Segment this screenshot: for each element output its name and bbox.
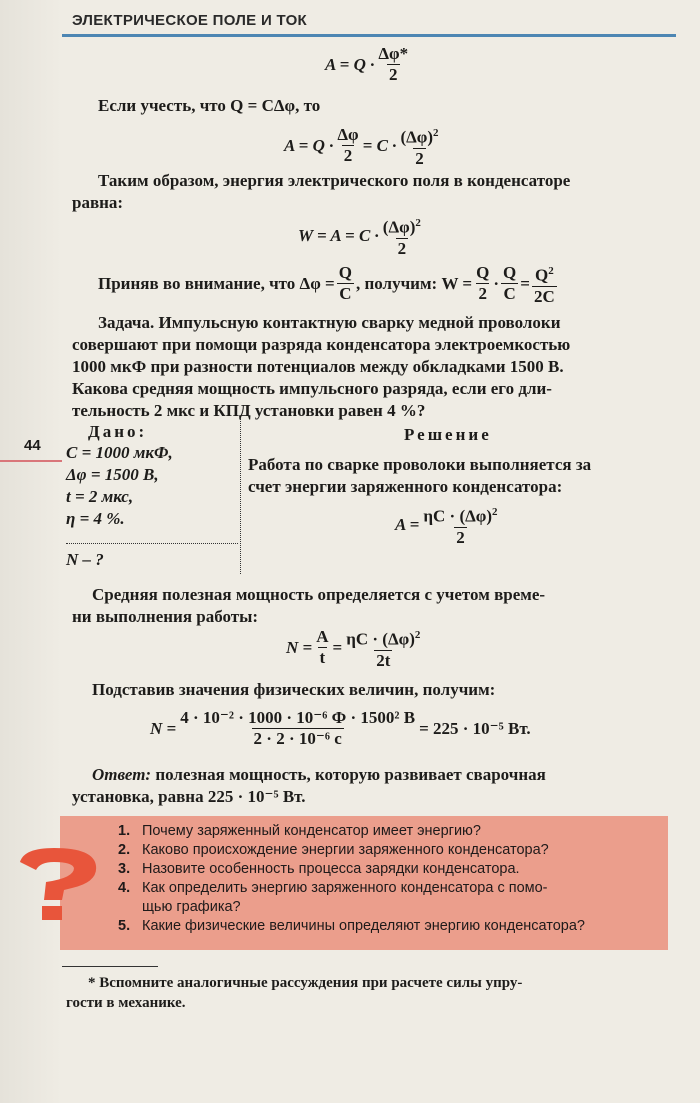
solution-line-1: Работа по сварке проволоки выполняется за bbox=[248, 455, 592, 474]
questions-list bbox=[118, 822, 666, 936]
fraction bbox=[344, 625, 422, 671]
answer-line-2: установка, равна 225 · 10⁻⁵ Вт. bbox=[72, 787, 306, 806]
exponent: 2 bbox=[433, 127, 439, 139]
question-text: Какие физические величины определяют энергию конденсатора? bbox=[142, 918, 586, 934]
formula-energy bbox=[298, 213, 425, 259]
fraction bbox=[335, 125, 360, 166]
formula-result: = 225 · 10⁻⁵ Вт. bbox=[419, 718, 531, 738]
task-label: Задача. bbox=[98, 313, 155, 332]
fraction bbox=[381, 213, 423, 259]
given-line: C = 1000 мкФ, bbox=[66, 443, 173, 462]
page-number: 44 bbox=[24, 437, 41, 454]
numerator-base: (Δφ) bbox=[400, 127, 434, 147]
given-line: η = 4 %. bbox=[66, 509, 125, 528]
solution-title: Решение bbox=[404, 425, 492, 444]
denominator: 2 bbox=[343, 146, 353, 166]
task-line-2: совершают при помощи разряда конденсатора электроемкостью bbox=[72, 335, 571, 354]
denominator: 2 bbox=[478, 284, 487, 304]
task-line-1 bbox=[98, 312, 678, 334]
paragraph-power: Средняя полезная мощность определяется с учетом време- bbox=[92, 585, 546, 604]
formula-lhs: A = bbox=[395, 514, 420, 534]
formula-work-2 bbox=[284, 123, 443, 169]
question-text: Назовите особенность процесса зарядки конденсатора. bbox=[142, 861, 520, 877]
formula-work-1 bbox=[325, 44, 412, 85]
numerator-base: Q bbox=[534, 265, 549, 285]
numerator: Q bbox=[503, 263, 517, 283]
formula-lhs: A = Q · bbox=[325, 54, 375, 74]
task-text: Импульсную контактную сварку медной проволоки bbox=[158, 313, 561, 332]
paragraph-taking-into-account: Приняв во внимание, что Δφ = $\frac{Q}{C}$ , получим: W = $\frac{Q}{2}$ · $\frac{Q}{C}$ = $\frac{Q^2}{2C}$ bbox=[98, 261, 559, 307]
fraction bbox=[501, 263, 518, 304]
numerator-base: ηC · (Δφ) bbox=[423, 506, 493, 526]
answer-label: Ответ: bbox=[92, 765, 152, 784]
answer-text: полезная мощность, которую развивает сварочная bbox=[155, 765, 546, 784]
paragraph-power-cont: ни выполнения работы: bbox=[72, 607, 259, 626]
question-text: Каково происхождение энергии заряженного конденсатора? bbox=[142, 842, 549, 858]
denominator: 2 bbox=[415, 148, 424, 168]
list-item bbox=[118, 841, 666, 860]
question-text: Как определить энергию заряженного конденсатора с помо- щью графика? bbox=[142, 880, 548, 915]
question-number: 4. bbox=[118, 880, 131, 896]
formula-lhs: W = A = C · bbox=[298, 225, 379, 245]
fraction bbox=[398, 123, 440, 169]
formula-middle: = C · bbox=[362, 135, 397, 155]
denominator: 2 · 2 · 10⁻⁶ с bbox=[253, 729, 342, 748]
denominator: 2 bbox=[456, 527, 465, 547]
text: , получим: W = bbox=[355, 273, 473, 293]
fraction bbox=[178, 708, 417, 749]
fraction bbox=[474, 263, 491, 304]
numerator: Q bbox=[476, 263, 490, 283]
paragraph-energy-cont: равна: bbox=[72, 193, 124, 212]
formula-lhs: N = bbox=[150, 718, 177, 738]
denominator: 2t bbox=[376, 650, 391, 670]
list-item bbox=[118, 917, 666, 936]
numerator bbox=[421, 502, 499, 527]
footnote-line: гости в механике. bbox=[66, 995, 186, 1011]
given-find: N – ? bbox=[66, 550, 104, 569]
denominator: 2 bbox=[389, 65, 398, 84]
question-number: 1. bbox=[118, 823, 131, 839]
given-block bbox=[66, 422, 240, 574]
paragraph-substitute: Подставив значения физических величин, получим: bbox=[92, 680, 496, 699]
question-number: 3. bbox=[118, 861, 131, 877]
task-line-3: 1000 мкФ при разности потенциалов между обкладками 1500 В. bbox=[72, 357, 564, 376]
footnote-rule bbox=[62, 966, 158, 967]
numerator: Δφ* bbox=[378, 44, 409, 63]
fraction bbox=[421, 502, 499, 548]
denominator: t bbox=[319, 648, 326, 668]
given-separator bbox=[240, 418, 241, 574]
question-number: 5. bbox=[118, 918, 131, 934]
fraction bbox=[376, 44, 410, 85]
formula-power bbox=[286, 625, 424, 671]
denominator: C bbox=[503, 284, 516, 304]
fraction bbox=[532, 261, 557, 307]
page-margin bbox=[0, 0, 62, 1103]
exponent: 2 bbox=[548, 265, 554, 277]
exponent: 2 bbox=[492, 506, 498, 518]
task-line-5: тельность 2 мкс и КПД установки равен 4 %? bbox=[72, 401, 426, 420]
line: Таким образом, энергия электрического поля в конденсаторе bbox=[98, 171, 571, 190]
exponent: 2 bbox=[414, 629, 421, 641]
denominator: 2 bbox=[397, 238, 407, 258]
numerator: Δφ bbox=[337, 125, 359, 145]
list-item bbox=[118, 860, 666, 879]
paragraph-energy bbox=[98, 170, 570, 192]
numerator-base: ηC · (Δφ) bbox=[346, 629, 415, 649]
numerator bbox=[381, 213, 423, 238]
question-mark-icon bbox=[14, 842, 106, 924]
margin-marker bbox=[0, 460, 62, 462]
text: = bbox=[520, 273, 530, 293]
formula-lhs: A = Q · bbox=[284, 135, 334, 155]
list-item bbox=[118, 822, 666, 841]
numerator bbox=[533, 261, 556, 286]
formula-lhs: N = bbox=[286, 637, 313, 657]
footnote-line: * Вспомните аналогичные рассуждения при расчете силы упру- bbox=[88, 975, 523, 991]
header-rule bbox=[62, 34, 676, 37]
numerator-base: (Δφ) bbox=[382, 217, 416, 237]
fraction bbox=[314, 627, 330, 668]
text: Приняв во внимание, что Δφ = bbox=[98, 273, 335, 293]
formula-numeric bbox=[150, 708, 531, 749]
given-line: Δφ = 1500 В, bbox=[66, 465, 159, 484]
chapter-title: ЭЛЕКТРИЧЕСКОЕ ПОЛЕ И ТОК bbox=[72, 12, 308, 29]
list-item bbox=[118, 879, 666, 917]
denominator: C bbox=[339, 284, 352, 304]
question-number: 2. bbox=[118, 842, 131, 858]
denominator: 2C bbox=[533, 286, 555, 306]
solution-line-2: счет энергии заряженного конденсатора: bbox=[248, 477, 563, 496]
task-line-4: Какова средняя мощность импульсного разряда, если его дли- bbox=[72, 379, 552, 398]
numerator bbox=[344, 625, 422, 650]
footnote bbox=[66, 973, 676, 1013]
fraction bbox=[337, 263, 354, 304]
exponent: 2 bbox=[415, 217, 421, 229]
formula-solution-work bbox=[395, 502, 502, 548]
answer-line-1 bbox=[92, 764, 546, 786]
numerator: 4 · 10⁻² · 1000 · 10⁻⁶ Ф · 1500² В bbox=[180, 708, 416, 727]
given-line: t = 2 мкс, bbox=[66, 487, 134, 506]
numerator: Q bbox=[338, 263, 352, 283]
question-text: Почему заряженный конденсатор имеет энергию? bbox=[142, 823, 481, 839]
numerator bbox=[398, 123, 440, 148]
numerator: A bbox=[316, 627, 329, 647]
given-title: Дано: bbox=[88, 422, 148, 441]
formula-eq: = bbox=[332, 637, 343, 657]
paragraph-if: Если учесть, что Q = CΔφ, то bbox=[98, 96, 321, 115]
given-divider bbox=[66, 543, 238, 544]
